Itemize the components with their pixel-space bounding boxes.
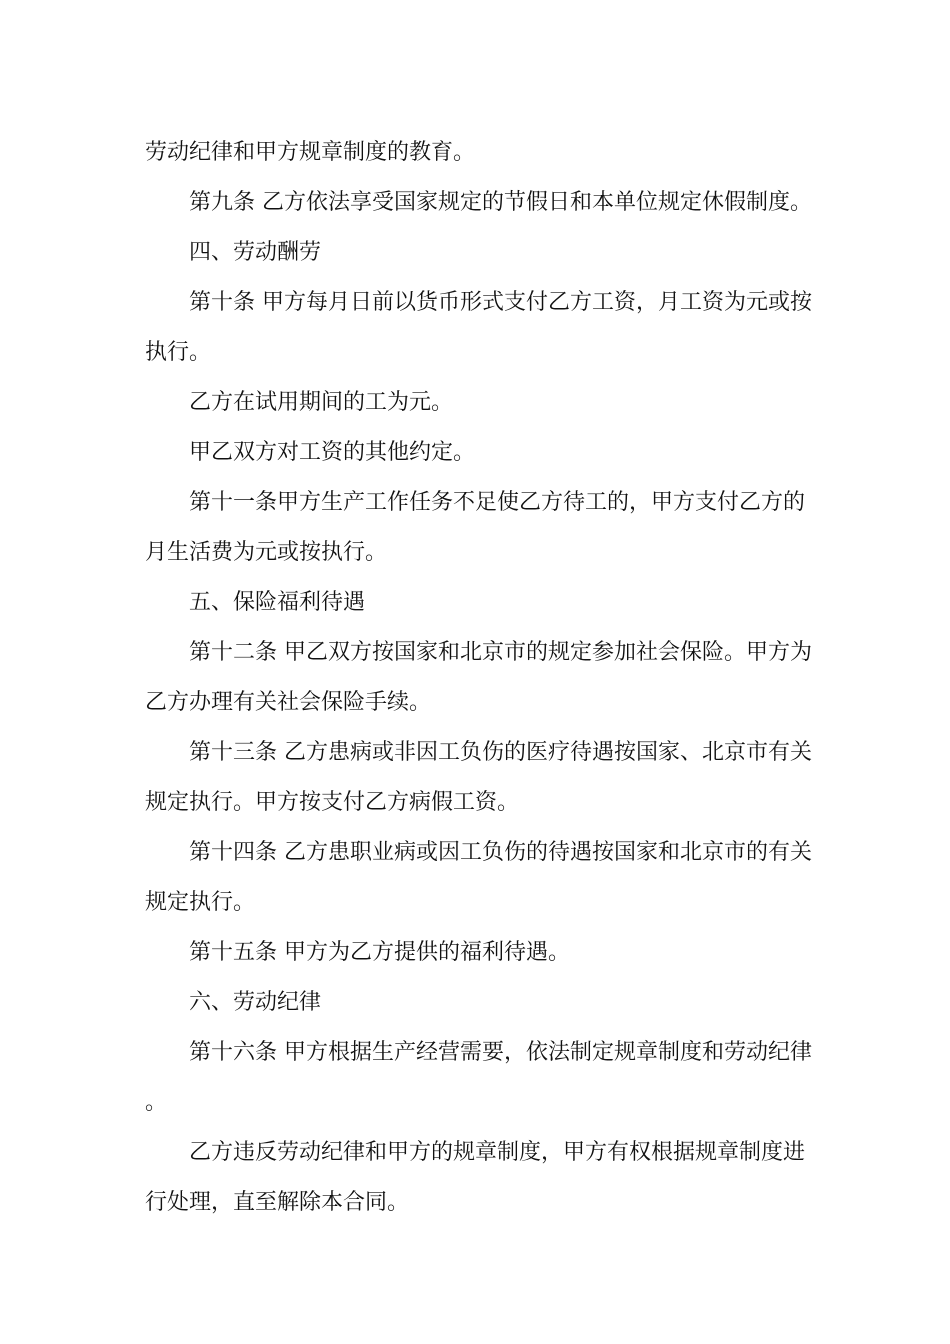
document-body xyxy=(145,128,825,1228)
paragraph-article-13: 第十三条 乙方患病或非因工负伤的医疗待遇按国家、北京市有关规定执行。甲方按支付乙方病假工资。 xyxy=(145,740,812,815)
paragraph-probation-pay: 乙方在试用期间的工为元。 xyxy=(189,390,454,415)
paragraph-article-11: 第十一条甲方生产工作任务不足使乙方待工的，甲方支付乙方的月生活费为元或按执行。 xyxy=(145,490,806,565)
section-heading-labor-pay: 四、劳动酬劳 xyxy=(189,240,322,265)
paragraph-article-14: 第十四条 乙方患职业病或因工负伤的待遇按国家和北京市的有关规定执行。 xyxy=(145,840,812,915)
paragraph-continuation: 劳动纪律和甲方规章制度的教育。 xyxy=(145,140,476,165)
section-heading-labor-discipline: 六、劳动纪律 xyxy=(189,990,322,1015)
paragraph-article-16: 第十六条 甲方根据生产经营需要，依法制定规章制度和劳动纪律。 xyxy=(145,1040,812,1115)
section-heading-insurance-welfare: 五、保险福利待遇 xyxy=(189,590,366,615)
paragraph-discipline-violation: 乙方违反劳动纪律和甲方的规章制度，甲方有权根据规章制度进行处理，直至解除本合同。 xyxy=(145,1140,806,1215)
paragraph-other-pay-terms: 甲乙双方对工资的其他约定。 xyxy=(189,440,476,465)
paragraph-article-15: 第十五条 甲方为乙方提供的福利待遇。 xyxy=(189,940,570,965)
paragraph-article-12: 第十二条 甲乙双方按国家和北京市的规定参加社会保险。甲方为乙方办理有关社会保险手续。 xyxy=(145,640,812,715)
paragraph-article-9: 第九条 乙方依法享受国家规定的节假日和本单位规定休假制度。 xyxy=(189,190,812,215)
paragraph-article-10: 第十条 甲方每月日前以货币形式支付乙方工资，月工资为元或按执行。 xyxy=(145,290,812,365)
